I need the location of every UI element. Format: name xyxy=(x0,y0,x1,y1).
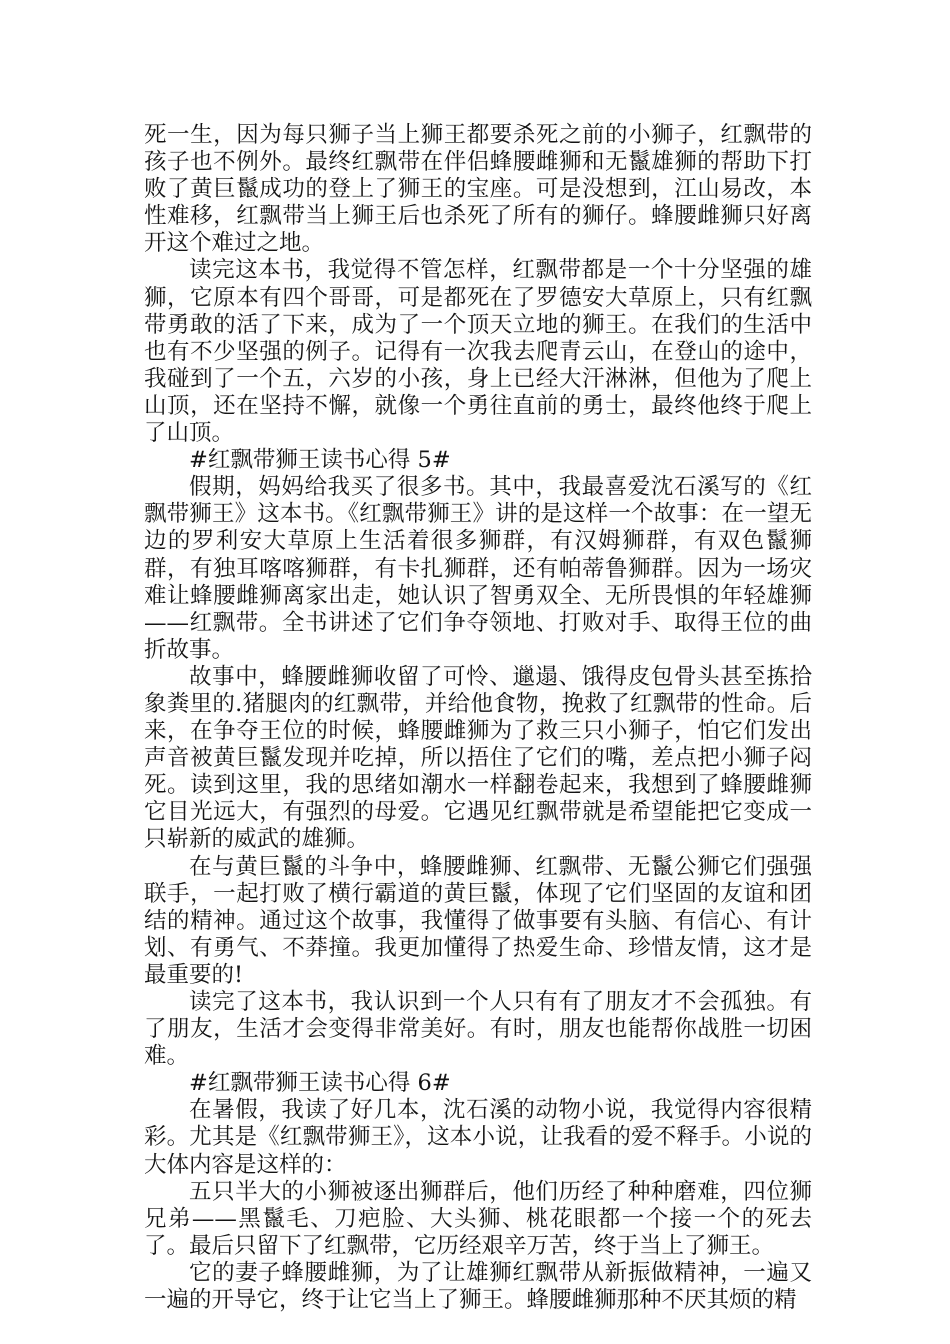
paragraph-intro: 在暑假，我读了好几本，沈石溪的动物小说，我觉得内容很精彩。尤其是《红飘带狮王》，这本小说，让我看的爱不释手。小说的大体内容是这样的： xyxy=(144,1097,812,1178)
section-heading-6: #红飘带狮王读书心得 6# xyxy=(189,1070,451,1097)
document-page xyxy=(144,122,812,1314)
paragraph-plot: 五只半大的小狮被逐出狮群后，他们历经了种种磨难，四位狮兄弟——黑鬣毛、刀疤脸、大头狮、桃花眼都一个接一个的死去了。最后只留下了红飘带，它历经艰辛万苦，终于当上了狮王。 xyxy=(144,1178,812,1259)
paragraph-wife: 它的妻子蜂腰雌狮，为了让雄狮红飘带从新振做精神，一遍又一遍的开导它，终于让它当上了狮王。蜂腰雌狮那种不厌其烦的精 xyxy=(144,1259,812,1314)
paragraph-summary: 假期，妈妈给我买了很多书。其中，我最喜爱沈石溪写的《红飘带狮王》这本书。《红飘带狮王》讲的是这样一个故事：在一望无边的罗利安大草原上生活着很多狮群，有汉姆狮群，有双色鬣狮群，有独耳喀喀狮群，有卡扎狮群，还有帕蒂鲁狮群。因为一场灾难让蜂腰雌狮离家出走，她认识了智勇双全、无所畏惧的年轻雄狮——红飘带。全书讲述了它们争夺领地、打败对手、取得王位的曲折故事。 xyxy=(144,474,812,663)
paragraph-continued: 死一生，因为每只狮子当上狮王都要杀死之前的小狮子，红飘带的孩子也不例外。最终红飘带在伴侣蜂腰雌狮和无鬣雄狮的帮助下打败了黄巨鬣成功的登上了狮王的宝座。可是没想到，江山易改，本性难移，红飘带当上狮王后也杀死了所有的狮仔。蜂腰雌狮只好离开这个难过之地。 xyxy=(144,122,812,257)
paragraph-story: 故事中，蜂腰雌狮收留了可怜、邋遢、饿得皮包骨头甚至拣拾象粪里的.猪腿肉的红飘带，并给他食物，挽救了红飘带的性命。后来，在争夺王位的时候，蜂腰雌狮为了救三只小狮子，怕它们发出声音被黄巨鬣发现并吃掉，所以捂住了它们的嘴，差点把小狮子闷死。读到这里，我的思绪如潮水一样翻卷起来，我想到了蜂腰雌狮它目光远大，有强烈的母爱。它遇见红飘带就是希望能把它变成一只崭新的威武的雄狮。 xyxy=(144,663,812,853)
paragraph-conclusion: 读完了这本书，我认识到一个人只有有了朋友才不会孤独。有了朋友，生活才会变得非常美好。有时，朋友也能帮你战胜一切困难。 xyxy=(144,989,812,1070)
section-heading-5: #红飘带狮王读书心得 5# xyxy=(189,447,451,474)
paragraph-friendship: 在与黄巨鬣的斗争中，蜂腰雌狮、红飘带、无鬣公狮它们强强联手，一起打败了横行霸道的黄巨鬣，体现了它们坚固的友谊和团结的精神。通过这个故事，我懂得了做事要有头脑、有信心、有计划、有勇气、不莽撞。我更加懂得了热爱生命、珍惜友情，这才是最重要的! xyxy=(144,853,812,988)
paragraph-reflection: 读完这本书，我觉得不管怎样，红飘带都是一个十分坚强的雄狮，它原本有四个哥哥，可是都死在了罗德安大草原上，只有红飘带勇敢的活了下来，成为了一个顶天立地的狮王。在我们的生活中也有不少坚强的例子。记得有一次我去爬青云山，在登山的途中，我碰到了一个五，六岁的小孩，身上已经大汗淋淋，但他为了爬上山顶，还在坚持不懈，就像一个勇往直前的勇士，最终他终于爬上了山顶。 xyxy=(144,257,812,447)
